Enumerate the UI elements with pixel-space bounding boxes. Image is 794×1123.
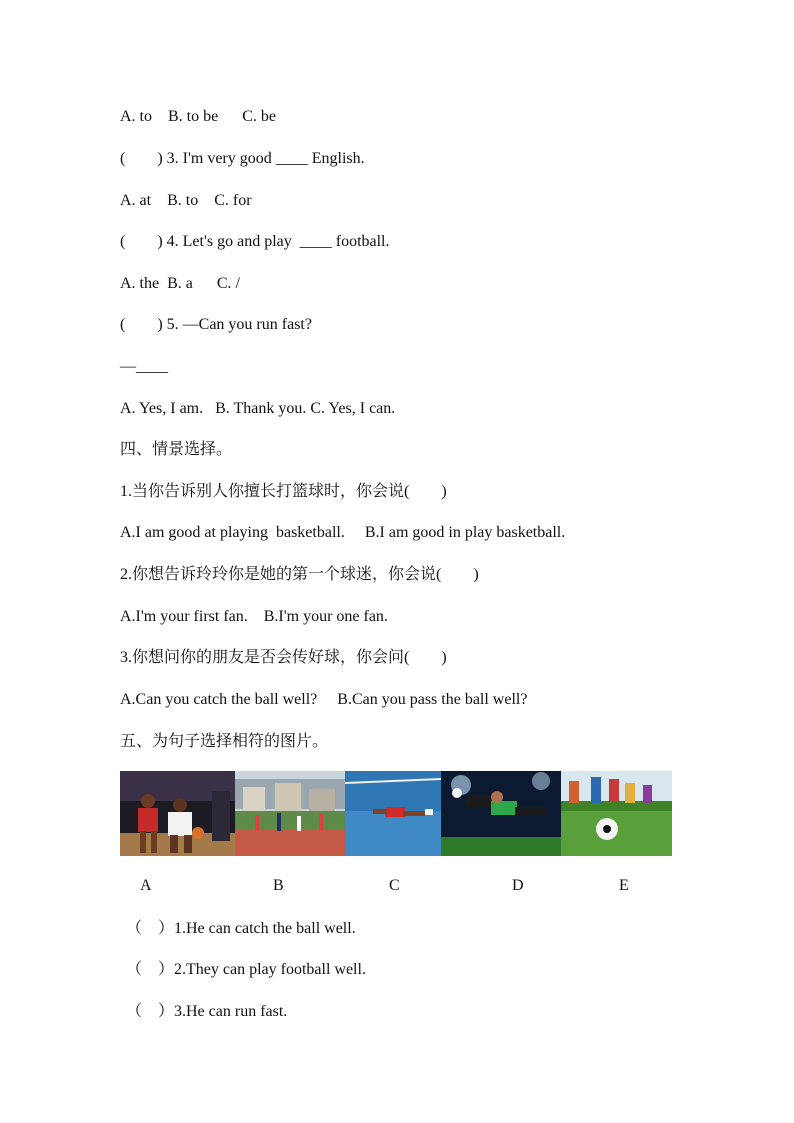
text-line-1: A. to B. to be C. be	[120, 108, 276, 125]
text-line-3: A. at B. to C. for	[120, 192, 252, 209]
text-line-10: 1.当你告诉别人你擅长打篮球时，你会说( )	[120, 483, 447, 500]
picture-c-high-jump	[345, 771, 441, 856]
picture-label-d: D	[512, 877, 524, 894]
text-line-5: A. the B. a C. /	[120, 275, 240, 292]
text-line-7: —____	[120, 358, 168, 375]
picture-a-basketball	[120, 771, 235, 856]
text-line-4: ( ) 4. Let's go and play ____ football.	[120, 233, 390, 250]
picture-label-e: E	[619, 877, 629, 894]
text-line-2: ( ) 3. I'm very good ____ English.	[120, 150, 365, 167]
question-1: （ ）1.He can catch the ball well.	[126, 920, 356, 937]
picture-d-goalkeeper	[441, 771, 561, 856]
text-line-6: ( ) 5. —Can you run fast?	[120, 316, 312, 333]
text-line-8: A. Yes, I am. B. Thank you. C. Yes, I can.	[120, 400, 396, 417]
picture-b-running	[235, 771, 345, 856]
question-2: （ ）2.They can play football well.	[126, 961, 366, 978]
picture-labels	[0, 877, 794, 897]
section-heading-5: 五、为句子选择相符的图片。	[120, 733, 329, 750]
picture-e-football	[561, 771, 672, 856]
text-line-13: A.I'm your first fan. B.I'm your one fan.	[120, 608, 388, 625]
question-3: （ ）3.He can run fast.	[126, 1003, 288, 1020]
text-line-11: A.I am good at playing basketball. B.I am good in play basketball.	[120, 524, 566, 541]
section-heading-4: 四、情景选择。	[120, 441, 233, 458]
picture-label-a: A	[140, 877, 152, 894]
picture-label-c: C	[389, 877, 400, 894]
picture-strip	[120, 771, 672, 856]
text-line-15: A.Can you catch the ball well? B.Can you pass the ball well?	[120, 691, 528, 708]
picture-label-b: B	[273, 877, 284, 894]
text-line-12: 2.你想告诉玲玲你是她的第一个球迷，你会说( )	[120, 566, 479, 583]
text-line-14: 3.你想问你的朋友是否会传好球，你会问( )	[120, 649, 447, 666]
